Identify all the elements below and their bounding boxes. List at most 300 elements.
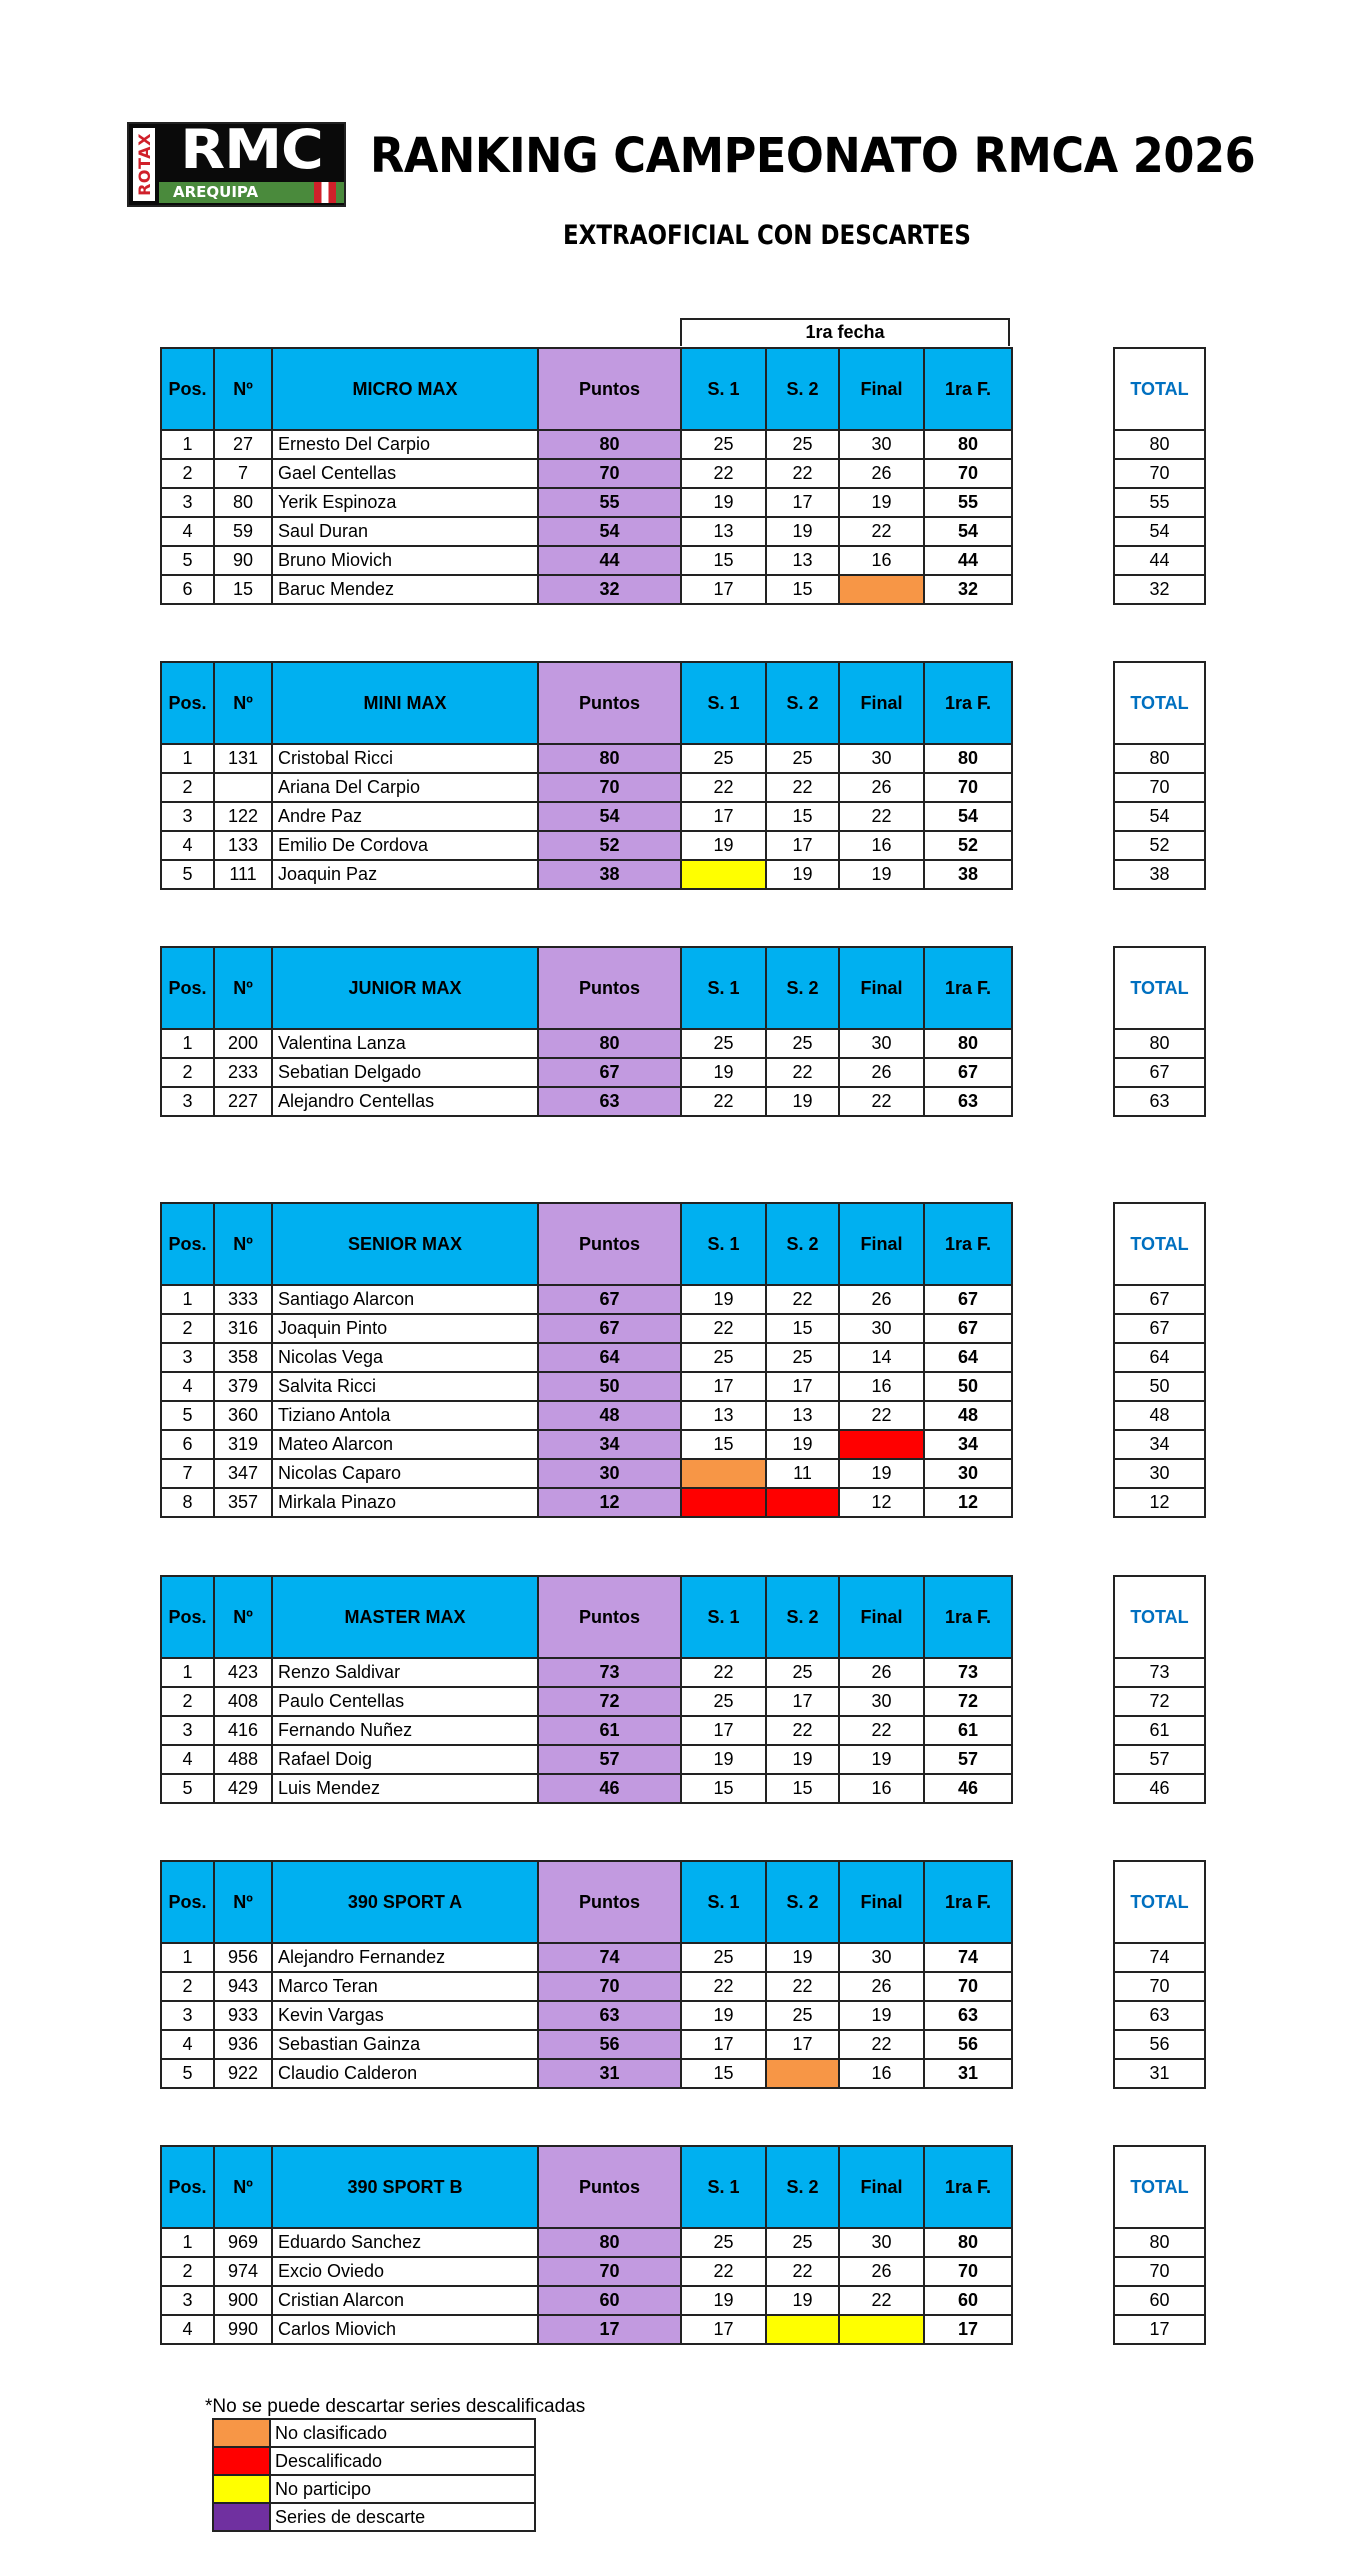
s2-cell (766, 2059, 839, 2088)
final-cell: 16 (839, 831, 924, 860)
col-total: TOTAL (1114, 1203, 1205, 1285)
1ra-fecha-cell: 31 (924, 2059, 1012, 2088)
total-row (1114, 1488, 1205, 1517)
s2-cell: 22 (766, 773, 839, 802)
col-1ra-fecha: 1ra F. (924, 1203, 1012, 1285)
driver-name-cell: Emilio De Cordova (272, 831, 538, 860)
driver-name-cell: Renzo Saldivar (272, 1658, 538, 1687)
number-cell: 379 (214, 1372, 272, 1401)
col-pos: Pos. (161, 662, 214, 744)
col-final: Final (839, 348, 924, 430)
legend-item (213, 2419, 535, 2447)
header-row (161, 1576, 1012, 1658)
s1-cell: 22 (681, 2257, 766, 2286)
total-row (1114, 2059, 1205, 2088)
1ra-fecha-cell: 70 (924, 1972, 1012, 2001)
final-cell: 19 (839, 1745, 924, 1774)
col-s1: S. 1 (681, 662, 766, 744)
1ra-fecha-cell: 72 (924, 1687, 1012, 1716)
s1-cell: 22 (681, 1314, 766, 1343)
s2-cell: 25 (766, 744, 839, 773)
total-cell: 80 (1114, 1029, 1205, 1058)
puntos-cell: 80 (538, 744, 681, 773)
s1-cell: 25 (681, 430, 766, 459)
table-row (161, 860, 1012, 889)
pos-cell: 5 (161, 1774, 214, 1803)
header-row (161, 947, 1012, 1029)
pos-cell: 2 (161, 773, 214, 802)
1ra-fecha-cell: 30 (924, 1459, 1012, 1488)
s1-cell: 19 (681, 2001, 766, 2030)
final-cell: 30 (839, 430, 924, 459)
table-row (161, 2001, 1012, 2030)
final-cell: 22 (839, 1716, 924, 1745)
s1-cell: 19 (681, 1058, 766, 1087)
rmc-text: RMC (180, 118, 323, 181)
col-num: Nº (214, 1203, 272, 1285)
legend-swatch (213, 2447, 270, 2475)
col-s1: S. 1 (681, 947, 766, 1029)
total-cell: 70 (1114, 773, 1205, 802)
puntos-cell: 34 (538, 1430, 681, 1459)
col-s2: S. 2 (766, 348, 839, 430)
col-puntos: Puntos (538, 1861, 681, 1943)
pos-cell: 4 (161, 831, 214, 860)
final-cell: 12 (839, 1488, 924, 1517)
pos-cell: 3 (161, 1087, 214, 1116)
s2-cell: 17 (766, 831, 839, 860)
final-cell: 26 (839, 1285, 924, 1314)
s2-cell: 25 (766, 430, 839, 459)
puntos-cell: 67 (538, 1314, 681, 1343)
total-cell: 70 (1114, 1972, 1205, 2001)
s1-cell: 17 (681, 2315, 766, 2344)
pos-cell: 4 (161, 1745, 214, 1774)
pos-cell: 1 (161, 430, 214, 459)
pos-cell: 5 (161, 1401, 214, 1430)
pos-cell: 4 (161, 2030, 214, 2059)
driver-name-cell: Santiago Alarcon (272, 1285, 538, 1314)
driver-name-cell: Marco Teran (272, 1972, 538, 2001)
pos-cell: 4 (161, 1372, 214, 1401)
pos-cell: 4 (161, 2315, 214, 2344)
number-cell: 423 (214, 1658, 272, 1687)
1ra-fecha-cell: 32 (924, 575, 1012, 604)
table-row (161, 488, 1012, 517)
table-row (161, 1430, 1012, 1459)
s2-cell: 22 (766, 459, 839, 488)
total-cell: 72 (1114, 1687, 1205, 1716)
final-cell: 30 (839, 1943, 924, 1972)
col-1ra-fecha: 1ra F. (924, 1861, 1012, 1943)
pos-cell: 2 (161, 459, 214, 488)
final-cell (839, 2315, 924, 2344)
number-cell: 111 (214, 860, 272, 889)
number-cell: 227 (214, 1087, 272, 1116)
table-row (161, 2030, 1012, 2059)
final-cell: 30 (839, 1314, 924, 1343)
header-row (161, 662, 1012, 744)
pos-cell: 2 (161, 1687, 214, 1716)
total-cell: 73 (1114, 1658, 1205, 1687)
total-cell: 17 (1114, 2315, 1205, 2344)
col-final: Final (839, 1861, 924, 1943)
legend-item (213, 2475, 535, 2503)
pos-cell: 6 (161, 575, 214, 604)
pos-cell: 2 (161, 1058, 214, 1087)
total-cell: 32 (1114, 575, 1205, 604)
total-row (1114, 773, 1205, 802)
final-cell (839, 1430, 924, 1459)
number-cell: 133 (214, 831, 272, 860)
1ra-fecha-cell: 54 (924, 517, 1012, 546)
total-cell: 67 (1114, 1314, 1205, 1343)
header-row (161, 348, 1012, 430)
1ra-fecha-cell: 48 (924, 1401, 1012, 1430)
legend-label: No clasificado (270, 2419, 535, 2447)
puntos-cell: 64 (538, 1343, 681, 1372)
legend-table (212, 2418, 536, 2532)
total-table-junior-max (1113, 946, 1206, 1117)
rmc-arequipa-logo (127, 118, 346, 207)
total-row (1114, 1285, 1205, 1314)
1ra-fecha-cell: 61 (924, 1716, 1012, 1745)
number-cell: 131 (214, 744, 272, 773)
col-total: TOTAL (1114, 1576, 1205, 1658)
total-cell: 56 (1114, 2030, 1205, 2059)
driver-name-cell: Kevin Vargas (272, 2001, 538, 2030)
s1-cell: 19 (681, 2286, 766, 2315)
table-row (161, 1943, 1012, 1972)
total-cell: 57 (1114, 1745, 1205, 1774)
1ra-fecha-cell: 55 (924, 488, 1012, 517)
total-cell: 74 (1114, 1943, 1205, 1972)
header-row (161, 2146, 1012, 2228)
total-cell: 64 (1114, 1343, 1205, 1372)
s2-cell: 19 (766, 1745, 839, 1774)
col-s2: S. 2 (766, 2146, 839, 2228)
final-cell: 22 (839, 802, 924, 831)
s1-cell: 13 (681, 1401, 766, 1430)
s1-cell: 19 (681, 488, 766, 517)
s1-cell: 22 (681, 459, 766, 488)
table-row (161, 1687, 1012, 1716)
total-cell: 34 (1114, 1430, 1205, 1459)
peru-flag-icon (314, 182, 336, 203)
s1-cell: 19 (681, 1285, 766, 1314)
total-cell: 38 (1114, 860, 1205, 889)
s2-cell: 19 (766, 1087, 839, 1116)
col-category: MICRO MAX (272, 348, 538, 430)
driver-name-cell: Alejandro Fernandez (272, 1943, 538, 1972)
s1-cell: 22 (681, 1972, 766, 2001)
driver-name-cell: Tiziano Antola (272, 1401, 538, 1430)
total-cell: 48 (1114, 1401, 1205, 1430)
s2-cell: 25 (766, 1658, 839, 1687)
number-cell: 936 (214, 2030, 272, 2059)
col-1ra-fecha: 1ra F. (924, 947, 1012, 1029)
pos-cell: 5 (161, 2059, 214, 2088)
col-category: 390 SPORT B (272, 2146, 538, 2228)
1ra-fecha-cell: 70 (924, 459, 1012, 488)
col-total: TOTAL (1114, 947, 1205, 1029)
total-row (1114, 2257, 1205, 2286)
1ra-fecha-cell: 63 (924, 2001, 1012, 2030)
total-row (1114, 2001, 1205, 2030)
s2-cell: 22 (766, 1058, 839, 1087)
pos-cell: 1 (161, 1029, 214, 1058)
total-table-master-max (1113, 1575, 1206, 1804)
number-cell: 358 (214, 1343, 272, 1372)
puntos-cell: 48 (538, 1401, 681, 1430)
puntos-cell: 70 (538, 1972, 681, 2001)
puntos-cell: 60 (538, 2286, 681, 2315)
driver-name-cell: Joaquin Pinto (272, 1314, 538, 1343)
total-table-micro-max (1113, 347, 1206, 605)
table-row (161, 575, 1012, 604)
driver-name-cell: Bruno Miovich (272, 546, 538, 575)
s1-cell (681, 860, 766, 889)
col-num: Nº (214, 348, 272, 430)
final-cell: 30 (839, 744, 924, 773)
number-cell: 90 (214, 546, 272, 575)
1ra-fecha-cell: 67 (924, 1285, 1012, 1314)
col-total: TOTAL (1114, 348, 1205, 430)
pos-cell: 3 (161, 1343, 214, 1372)
col-1ra-fecha: 1ra F. (924, 2146, 1012, 2228)
driver-name-cell: Mirkala Pinazo (272, 1488, 538, 1517)
s2-cell: 17 (766, 1372, 839, 1401)
ranking-table-390-sport-b (160, 2145, 1013, 2345)
s2-cell: 25 (766, 2228, 839, 2257)
table-row (161, 1343, 1012, 1372)
table-row (161, 1401, 1012, 1430)
number-cell: 933 (214, 2001, 272, 2030)
legend-item (213, 2503, 535, 2531)
pos-cell: 5 (161, 860, 214, 889)
1ra-fecha-cell: 56 (924, 2030, 1012, 2059)
pos-cell: 7 (161, 1459, 214, 1488)
puntos-cell: 73 (538, 1658, 681, 1687)
final-cell: 16 (839, 1372, 924, 1401)
total-row (1114, 1658, 1205, 1687)
s2-cell: 25 (766, 1029, 839, 1058)
driver-name-cell: Claudio Calderon (272, 2059, 538, 2088)
total-row (1114, 1716, 1205, 1745)
col-puntos: Puntos (538, 1576, 681, 1658)
final-cell: 16 (839, 1774, 924, 1803)
total-cell: 70 (1114, 459, 1205, 488)
total-row (1114, 1430, 1205, 1459)
puntos-cell: 80 (538, 430, 681, 459)
total-row (1114, 1745, 1205, 1774)
col-s2: S. 2 (766, 662, 839, 744)
number-cell: 956 (214, 1943, 272, 1972)
final-cell: 22 (839, 1087, 924, 1116)
s2-cell: 19 (766, 517, 839, 546)
total-row (1114, 488, 1205, 517)
1ra-fecha-cell: 63 (924, 1087, 1012, 1116)
final-cell: 26 (839, 1058, 924, 1087)
puntos-cell: 38 (538, 860, 681, 889)
final-cell: 30 (839, 1687, 924, 1716)
col-num: Nº (214, 2146, 272, 2228)
total-cell: 54 (1114, 802, 1205, 831)
col-num: Nº (214, 1861, 272, 1943)
1ra-fecha-cell: 34 (924, 1430, 1012, 1459)
puntos-cell: 31 (538, 2059, 681, 2088)
col-category: MASTER MAX (272, 1576, 538, 1658)
puntos-cell: 17 (538, 2315, 681, 2344)
col-s1: S. 1 (681, 1203, 766, 1285)
1ra-fecha-cell: 46 (924, 1774, 1012, 1803)
col-1ra-fecha: 1ra F. (924, 662, 1012, 744)
table-row (161, 2059, 1012, 2088)
s1-cell: 15 (681, 1774, 766, 1803)
pos-cell: 1 (161, 2228, 214, 2257)
number-cell: 59 (214, 517, 272, 546)
s1-cell: 15 (681, 1430, 766, 1459)
s2-cell: 11 (766, 1459, 839, 1488)
s2-cell: 19 (766, 1430, 839, 1459)
arequipa-band (159, 182, 344, 203)
total-row (1114, 575, 1205, 604)
1ra-fecha-cell: 73 (924, 1658, 1012, 1687)
driver-name-cell: Joaquin Paz (272, 860, 538, 889)
col-pos: Pos. (161, 348, 214, 430)
col-num: Nº (214, 1576, 272, 1658)
col-s2: S. 2 (766, 1203, 839, 1285)
s1-cell: 13 (681, 517, 766, 546)
driver-name-cell: Ariana Del Carpio (272, 773, 538, 802)
driver-name-cell: Carlos Miovich (272, 2315, 538, 2344)
col-s2: S. 2 (766, 1576, 839, 1658)
puntos-cell: 44 (538, 546, 681, 575)
total-cell: 52 (1114, 831, 1205, 860)
total-row (1114, 2228, 1205, 2257)
s1-cell: 25 (681, 1029, 766, 1058)
s2-cell: 17 (766, 488, 839, 517)
total-cell: 80 (1114, 430, 1205, 459)
number-cell: 408 (214, 1687, 272, 1716)
total-row (1114, 1087, 1205, 1116)
driver-name-cell: Sebastian Gainza (272, 2030, 538, 2059)
s1-cell: 25 (681, 1343, 766, 1372)
legend-item (213, 2447, 535, 2475)
table-row (161, 1658, 1012, 1687)
number-cell: 360 (214, 1401, 272, 1430)
s1-cell: 17 (681, 802, 766, 831)
pos-cell: 5 (161, 546, 214, 575)
driver-name-cell: Excio Oviedo (272, 2257, 538, 2286)
puntos-cell: 30 (538, 1459, 681, 1488)
s1-cell: 25 (681, 1687, 766, 1716)
s2-cell: 22 (766, 2257, 839, 2286)
col-s1: S. 1 (681, 1576, 766, 1658)
col-num: Nº (214, 947, 272, 1029)
puntos-cell: 32 (538, 575, 681, 604)
total-cell: 67 (1114, 1058, 1205, 1087)
s2-cell: 15 (766, 1314, 839, 1343)
final-cell: 19 (839, 2001, 924, 2030)
final-cell: 14 (839, 1343, 924, 1372)
puntos-cell: 54 (538, 802, 681, 831)
pos-cell: 1 (161, 744, 214, 773)
total-cell: 12 (1114, 1488, 1205, 1517)
puntos-cell: 74 (538, 1943, 681, 1972)
col-num: Nº (214, 662, 272, 744)
total-table-390-sport-b (1113, 2145, 1206, 2345)
s2-cell: 19 (766, 1943, 839, 1972)
total-row (1114, 546, 1205, 575)
driver-name-cell: Yerik Espinoza (272, 488, 538, 517)
total-row (1114, 1687, 1205, 1716)
col-pos: Pos. (161, 2146, 214, 2228)
driver-name-cell: Andre Paz (272, 802, 538, 831)
1ra-fecha-cell: 80 (924, 430, 1012, 459)
driver-name-cell: Eduardo Sanchez (272, 2228, 538, 2257)
number-cell: 7 (214, 459, 272, 488)
puntos-cell: 70 (538, 2257, 681, 2286)
s1-cell: 22 (681, 1087, 766, 1116)
total-cell: 80 (1114, 744, 1205, 773)
table-row (161, 802, 1012, 831)
1ra-fecha-cell: 54 (924, 802, 1012, 831)
total-row (1114, 1343, 1205, 1372)
number-cell: 900 (214, 2286, 272, 2315)
puntos-cell: 57 (538, 1745, 681, 1774)
number-cell: 200 (214, 1029, 272, 1058)
total-row (1114, 1372, 1205, 1401)
total-cell: 46 (1114, 1774, 1205, 1803)
final-cell: 30 (839, 1029, 924, 1058)
table-row (161, 2228, 1012, 2257)
final-cell: 19 (839, 1459, 924, 1488)
total-cell: 60 (1114, 2286, 1205, 2315)
s1-cell (681, 1488, 766, 1517)
s2-cell: 19 (766, 860, 839, 889)
final-cell: 19 (839, 860, 924, 889)
driver-name-cell: Fernando Nuñez (272, 1716, 538, 1745)
s1-cell: 25 (681, 1943, 766, 1972)
puntos-cell: 52 (538, 831, 681, 860)
col-puntos: Puntos (538, 1203, 681, 1285)
puntos-cell: 80 (538, 1029, 681, 1058)
1ra-fecha-cell: 38 (924, 860, 1012, 889)
driver-name-cell: Ernesto Del Carpio (272, 430, 538, 459)
final-cell: 30 (839, 2228, 924, 2257)
table-row (161, 1972, 1012, 2001)
total-row (1114, 430, 1205, 459)
ranking-table-junior-max (160, 946, 1013, 1117)
total-row (1114, 802, 1205, 831)
driver-name-cell: Paulo Centellas (272, 1687, 538, 1716)
pos-cell: 3 (161, 2286, 214, 2315)
col-pos: Pos. (161, 947, 214, 1029)
final-cell: 16 (839, 2059, 924, 2088)
s1-cell (681, 1459, 766, 1488)
number-cell: 943 (214, 1972, 272, 2001)
total-row (1114, 1774, 1205, 1803)
pos-cell: 3 (161, 1716, 214, 1745)
col-category: 390 SPORT A (272, 1861, 538, 1943)
number-cell: 15 (214, 575, 272, 604)
total-row (1114, 2030, 1205, 2059)
legend-swatch (213, 2475, 270, 2503)
total-cell: 67 (1114, 1285, 1205, 1314)
1ra-fecha-cell: 64 (924, 1343, 1012, 1372)
number-cell: 333 (214, 1285, 272, 1314)
